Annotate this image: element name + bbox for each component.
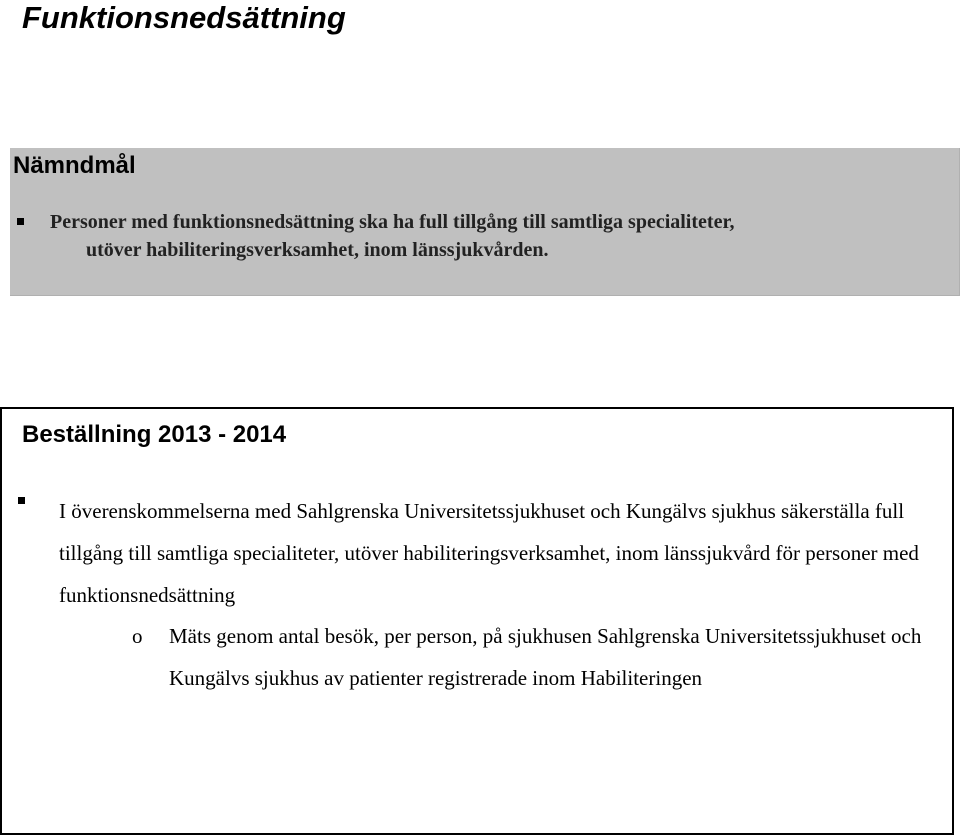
goal-heading: Nämndmål	[13, 152, 136, 179]
goal-bullet-text	[50, 208, 940, 264]
goal-bullet-line-2: utöver habiliteringsverksamhet, inom länssjukvården.	[86, 239, 549, 261]
order-section	[0, 407, 954, 835]
goal-section	[10, 148, 960, 296]
order-bullet-text: I överenskommelserna med Sahlgrenska Universitetssjukhuset och Kungälvs sjukhus säkerställa full tillgång till samtliga specialiteter, utöver habiliteringsverksamhet, inom länssjukvård för personer med funktionsnedsättning	[59, 499, 919, 607]
goal-bullet-line-1: Personer med funktionsnedsättning ska ha full tillgång till samtliga specialiteter,	[50, 211, 735, 233]
page-title: Funktionsnedsättning	[22, 0, 346, 35]
square-bullet-icon	[18, 497, 25, 504]
order-sub-bullet-text: Mäts genom antal besök, per person, på sjukhusen Sahlgrenska Universitetssjukhuset och Kungälvs sjukhus av patienter registrerade inom Habiliteringen	[169, 624, 922, 690]
square-bullet-icon	[17, 218, 24, 225]
sub-bullet-marker: o	[132, 624, 143, 648]
order-heading: Beställning 2013 - 2014	[22, 421, 287, 448]
